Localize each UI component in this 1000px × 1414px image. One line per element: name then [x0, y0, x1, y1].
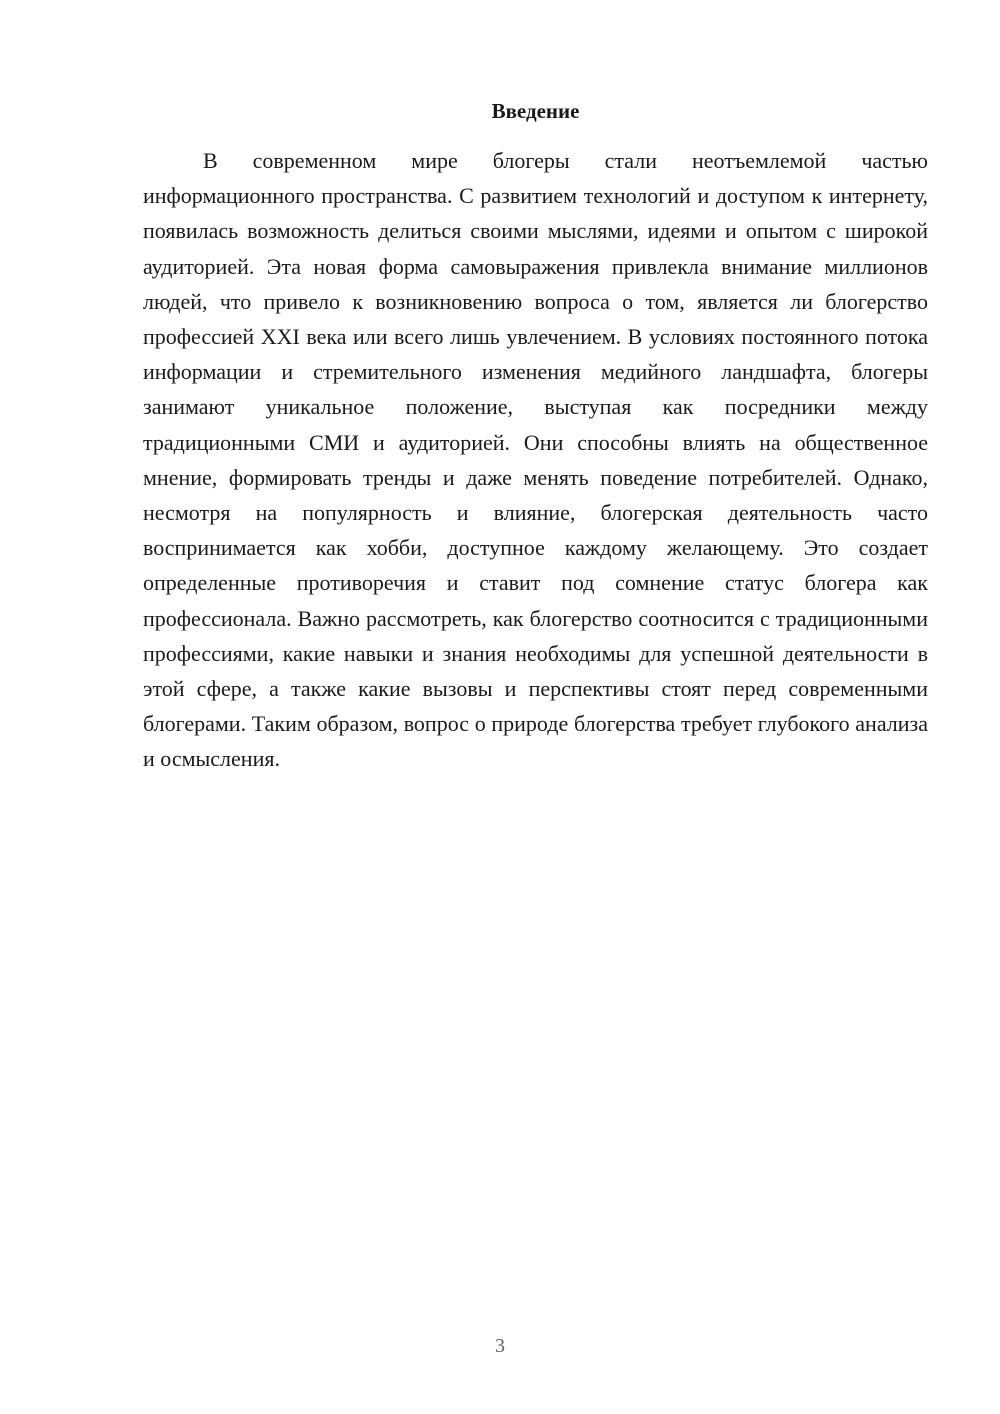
page-number: 3	[495, 1335, 505, 1357]
body-paragraph: В современном мире блогеры стали неотъемлемой частью информационного пространства. С развитием технологий и доступом к интернету, появилась возможность делиться своими мыслями, идеями и опытом с широкой аудиторией. Эта новая форма самовыражения привлекла внимание миллионов людей, что привело к возникновению вопроса о том, является ли блогерство профессией XXI века или всего лишь увлечением. В условиях постоянного потока информации и стремительного изменения медийного ландшафта, блогеры занимают уникальное положение, выступая как посредники между традиционными СМИ и аудиторией. Они способны влиять на общественное мнение, формировать тренды и даже менять поведение потребителей. Однако, несмотря на популярность и влияние, блогерская деятельность часто воспринимается как хобби, доступное каждому желающему. Это создает определенные противоречия и ставит под сомнение статус блогера как профессионала. Важно рассмотреть, как блогерство соотносится с традиционными профессиями, какие навыки и знания необходимы для успешной деятельности в этой сфере, а также какие вызовы и перспективы стоят перед современными блогерами. Таким образом, вопрос о природе блогерства требует глубокого анализа и осмысления.	[143, 148, 928, 772]
section-heading: Введение	[491, 99, 580, 123]
